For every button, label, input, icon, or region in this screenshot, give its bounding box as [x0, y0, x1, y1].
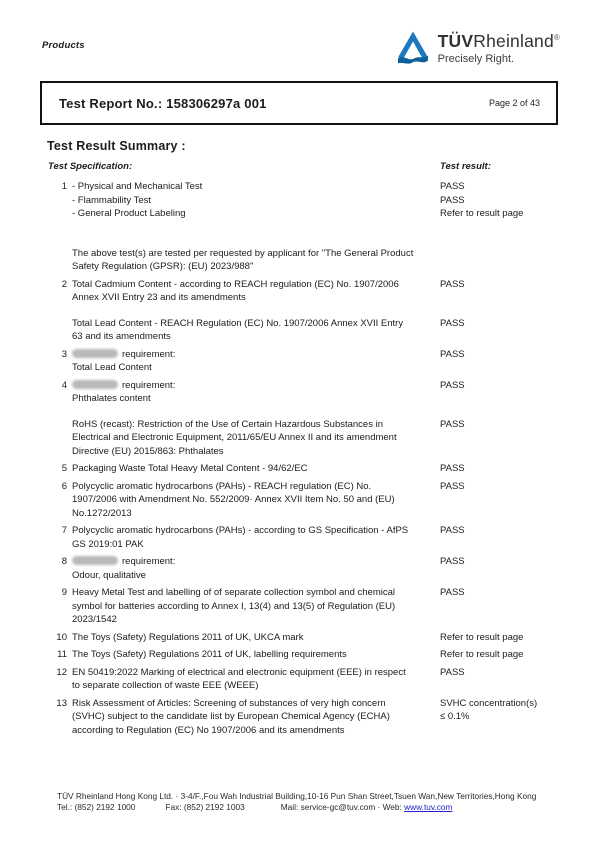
row-text-line: The above test(s) are tested per requested by applicant for "The General Product [72, 247, 414, 259]
row-text-line: RoHS (recast): Restriction of the Use of Certain Hazardous Substances in [72, 418, 383, 430]
products-label: Products [42, 40, 85, 51]
table-row [0, 648, 600, 662]
row-number: 1 [61, 181, 67, 192]
spec-column-header: Test Specification: [48, 161, 133, 172]
table-row [0, 631, 600, 645]
table-row [0, 666, 600, 693]
row-number: 7 [61, 525, 67, 536]
row-text-line: Polycyclic aromatic hydrocarbons (PAHs) - REACH regulation (EC) No. [72, 480, 372, 492]
row-text-line: according to Regulation (EC) No 1907/2006 and its amendments [72, 724, 345, 736]
row-text-line: Odour, qualitative [72, 569, 146, 581]
row-text-line: Total Cadmium Content - according to REACH regulation (EC) No. 1907/2006 [72, 278, 399, 290]
row-text-line: - Physical and Mechanical Test [72, 181, 203, 192]
row-result [440, 348, 570, 362]
result-text-line: SVHC concentration(s) [440, 697, 538, 709]
result-text-line: PASS [440, 556, 465, 567]
row-text-line: requirement: [72, 555, 440, 569]
row-specification [72, 697, 440, 738]
row-text-line: Electrical and Electronic Equipment, 2011/65/EU Annex II and its amendment [72, 432, 397, 443]
result-text-line: PASS [440, 194, 465, 206]
row-result [440, 180, 570, 194]
row-result [440, 379, 570, 393]
row-number: 4 [61, 379, 67, 391]
row-text-line: Packaging Waste Total Heavy Metal Content - 94/62/EC [72, 463, 308, 474]
result-column-header: Test result: [440, 161, 491, 172]
table-row [0, 278, 600, 305]
table-row [0, 194, 600, 208]
row-text-line: symbol for batteries according to Annex I, 13(4) and 13(5) of Regulation (EU) [72, 600, 396, 612]
table-row [0, 180, 600, 194]
row-text-line: Safety Regulation (GPSR): (EU) 2023/988" [72, 261, 254, 272]
table-row [0, 348, 600, 375]
table-row [0, 586, 600, 627]
row-specification [72, 278, 440, 305]
result-text-line: PASS [440, 348, 465, 360]
row-specification [72, 247, 440, 274]
section-heading: Test Result Summary : [47, 139, 186, 153]
redacted-text [72, 380, 118, 389]
row-text-line: Annex XVII Entry 23 and its amendments [72, 292, 246, 303]
report-title-bar [40, 81, 558, 125]
footer-mail: Mail: service-gc@tuv.com · Web: [280, 801, 402, 812]
row-text-line: (SVHC) subject to the candidate list by European Chemical Agency (ECHA) [72, 711, 390, 722]
row-result [440, 462, 570, 476]
page-header [0, 0, 600, 68]
table-row [0, 418, 600, 459]
result-text-line: PASS [440, 317, 465, 329]
footer-contacts [57, 802, 570, 813]
row-result [440, 586, 570, 600]
row-text-line: No.1272/2013 [72, 507, 132, 519]
table-row [0, 480, 600, 521]
row-number: 3 [61, 348, 67, 360]
row-text-line: to separate collection of waste EEE (WEEE) [72, 680, 259, 691]
row-specification [72, 348, 440, 375]
row-text-line: requirement: [72, 348, 440, 362]
row-text-line: Risk Assessment of Articles: Screening of substances of very high concern [72, 697, 386, 709]
row-specification [72, 194, 440, 208]
table-row [0, 317, 600, 344]
row-result [440, 697, 570, 724]
result-text-line: PASS [440, 480, 465, 492]
row-result [440, 480, 570, 494]
result-text-line: PASS [440, 525, 465, 536]
row-specification [72, 631, 440, 645]
result-text-line: PASS [440, 278, 465, 290]
column-headers [0, 161, 600, 175]
redacted-text [72, 349, 118, 358]
row-result [440, 317, 570, 331]
test-rows [0, 180, 600, 737]
row-specification [72, 480, 440, 521]
row-text-line: Total Lead Content - REACH Regulation (EC) No. 1907/2006 Annex XVII Entry [72, 317, 404, 329]
row-specification [72, 379, 440, 406]
row-result [440, 648, 570, 662]
row-number: 10 [56, 631, 67, 643]
row-number: 13 [56, 697, 67, 709]
row-number: 8 [61, 556, 67, 567]
row-text-line: EN 50419:2022 Marking of electrical and electronic equipment (EEE) in respect [72, 666, 406, 678]
result-text-line: PASS [440, 463, 465, 474]
tuv-rheinland-logo [397, 28, 560, 68]
result-text-line: Refer to result page [440, 649, 524, 660]
table-row [0, 697, 600, 738]
result-text-line: PASS [440, 379, 465, 391]
redacted-text [72, 556, 118, 565]
row-specification [72, 180, 440, 194]
row-text-line: Total Lead Content [72, 362, 152, 373]
row-text-line: - Flammability Test [72, 194, 152, 206]
row-text-line: Heavy Metal Test and labelling of of separate collection symbol and chemical [72, 587, 395, 598]
row-specification [72, 586, 440, 627]
result-text-line: PASS [440, 181, 465, 192]
row-result [440, 278, 570, 292]
tuv-triangle-icon [397, 30, 429, 68]
table-row [0, 207, 600, 221]
row-result [440, 666, 570, 680]
row-specification [72, 462, 440, 476]
row-result [440, 207, 570, 221]
footer-address: TÜV Rheinland Hong Kong Ltd. · 3-4/F.,Fou Wah Industrial Building,10-16 Pun Shan Street,Tsuen Wan,New Territories,Hong Kong [57, 791, 537, 801]
row-specification [72, 317, 440, 344]
row-text-line: 63 and its amendments [72, 331, 171, 342]
logo-wordmark [438, 28, 560, 65]
row-text-line: requirement: [72, 379, 440, 393]
row-text-line: Polycyclic aromatic hydrocarbons (PAHs) - according to GS Specification - AfPS [72, 525, 409, 536]
row-specification [72, 648, 440, 662]
brand-name [438, 28, 560, 51]
row-text-line: The Toys (Safety) Regulations 2011 of UK, labelling requirements [72, 649, 347, 660]
row-text-line: 1907/2006 with Amendment No. 552/2009· Annex XVII Item No. 50 and (EU) [72, 494, 395, 505]
row-specification [72, 666, 440, 693]
row-result [440, 555, 570, 569]
table-row [0, 555, 600, 582]
row-result [440, 631, 570, 645]
footer-tel: Tel.: (852) 2192 1000 [57, 801, 136, 812]
result-text-line: ≤ 0.1% [440, 711, 470, 722]
registered-mark: ® [553, 33, 560, 42]
result-text-line: Refer to result page [440, 631, 524, 643]
row-text-line: GS 2019:01 PAK [72, 538, 144, 550]
footer-web-link[interactable]: www.tuv.com [404, 801, 453, 812]
report-number: Test Report No.: 158306297a 001 [59, 95, 267, 111]
row-number: 9 [61, 587, 67, 598]
footer [57, 791, 570, 812]
row-result [440, 418, 570, 432]
brand-tagline: Precisely Right. [437, 52, 515, 65]
row-text-line: 2023/1542 [72, 614, 117, 625]
page-indicator: Page 2 of 43 [488, 98, 540, 108]
result-text-line: PASS [440, 587, 465, 598]
result-text-line: Refer to result page [440, 208, 524, 219]
table-row [0, 524, 600, 551]
brand-rheinland: Rheinland [473, 30, 554, 51]
row-text-line: Directive (EU) 2015/863: Phthalates [72, 445, 224, 457]
row-specification [72, 555, 440, 582]
row-number: 11 [57, 649, 67, 660]
row-specification [72, 418, 440, 459]
row-number: 6 [61, 480, 67, 492]
result-text-line: PASS [440, 418, 465, 430]
row-number: 12 [56, 666, 67, 678]
result-text-line: PASS [440, 666, 465, 678]
row-result [440, 524, 570, 538]
table-row [0, 247, 600, 274]
brand-tuv: TÜV [437, 30, 474, 51]
row-text-line: - General Product Labeling [72, 208, 186, 219]
row-text-line: Phthalates content [72, 393, 151, 404]
row-number: 5 [61, 463, 67, 474]
row-specification [72, 207, 440, 221]
footer-fax: Fax: (852) 2192 1003 [165, 801, 245, 812]
row-number: 2 [61, 278, 67, 290]
row-specification [72, 524, 440, 551]
table-row [0, 462, 600, 476]
row-result [440, 194, 570, 208]
row-text-line: The Toys (Safety) Regulations 2011 of UK, UKCA mark [72, 631, 304, 643]
table-row [0, 379, 600, 406]
